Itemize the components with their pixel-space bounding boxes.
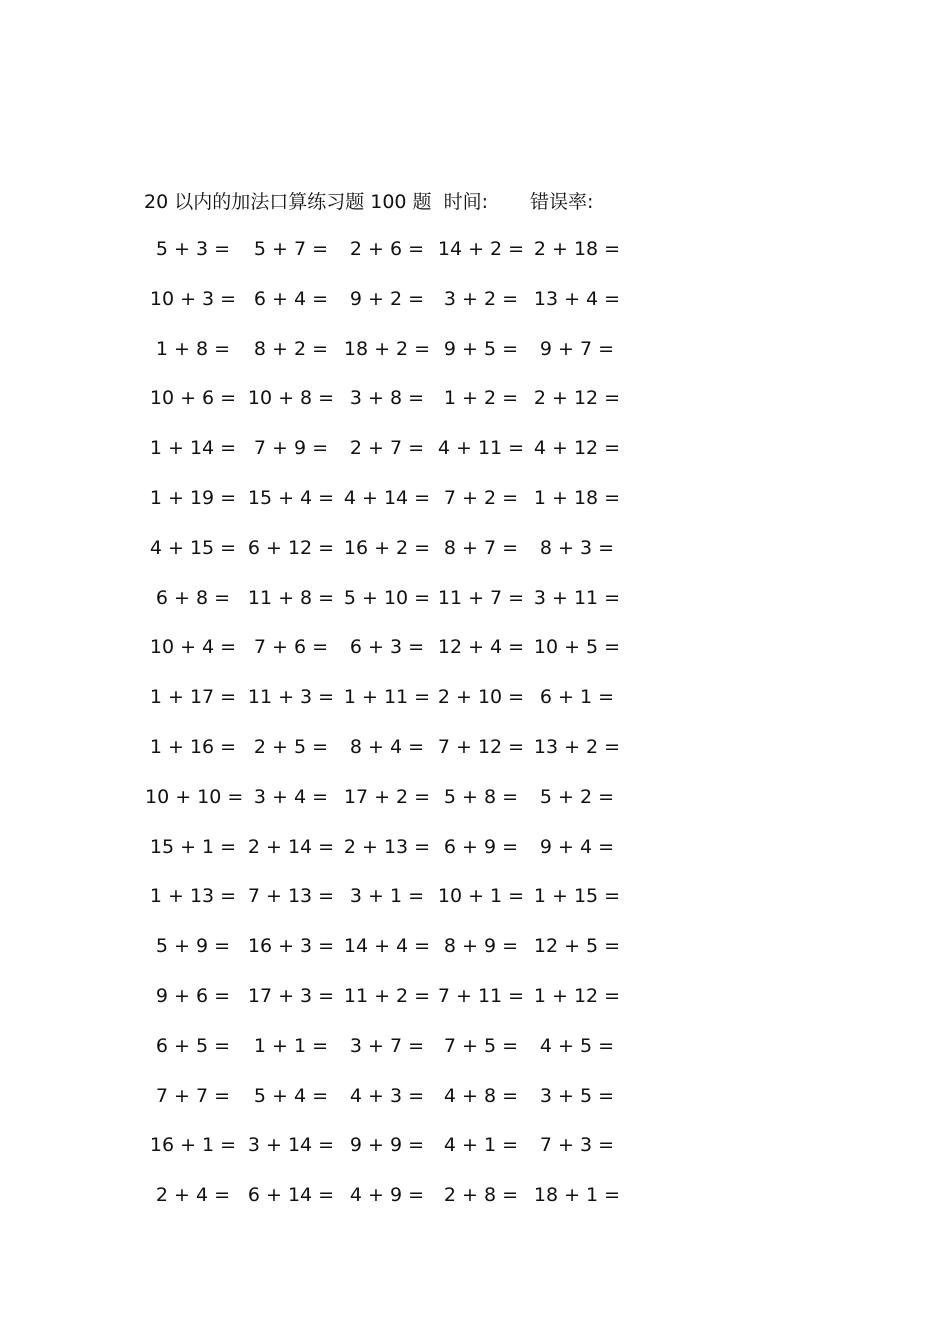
- problem-item: 8 + 4 =: [349, 736, 425, 758]
- problem-item: 8 + 2 =: [253, 337, 329, 360]
- problem-item: 3 + 14 =: [247, 1134, 335, 1157]
- problem-item: 4 + 5 =: [539, 1034, 615, 1057]
- problem-item: 1 + 14 =: [149, 437, 237, 460]
- problem-item: 6 + 9 =: [443, 835, 519, 858]
- problem-item: 11 + 8 =: [247, 586, 335, 609]
- problem-item: 16 + 2 =: [343, 536, 431, 559]
- problem-item: 2 + 13 =: [343, 835, 431, 858]
- problem-item: 5 + 10 =: [343, 586, 431, 609]
- problem-item: 6 + 3 =: [349, 636, 425, 659]
- problem-item: 3 + 8 =: [349, 387, 425, 410]
- problem-item: 1 + 16 =: [149, 736, 237, 758]
- problem-item: 18 + 1 =: [533, 1184, 621, 1207]
- problem-item: 10 + 6 =: [149, 387, 237, 410]
- problem-item: 4 + 3 =: [349, 1084, 425, 1107]
- problem-item: 2 + 5 =: [253, 736, 329, 758]
- problem-item: 10 + 5 =: [533, 636, 621, 659]
- worksheet-title: 20 以内的加法口算练习题 100 题: [144, 190, 432, 213]
- problem-item: 12 + 5 =: [533, 935, 621, 958]
- problem-item: 8 + 3 =: [539, 536, 615, 559]
- problem-item: 1 + 1 =: [253, 1034, 329, 1057]
- problem-item: 17 + 2 =: [343, 785, 431, 808]
- problem-item: 6 + 4 =: [253, 287, 329, 310]
- problem-item: 1 + 17 =: [149, 686, 237, 709]
- problem-item: 8 + 7 =: [443, 536, 519, 559]
- problem-item: 13 + 2 =: [533, 736, 621, 758]
- problem-item: 10 + 10 =: [145, 785, 244, 808]
- problem-item: 2 + 4 =: [155, 1184, 231, 1207]
- problem-item: 5 + 7 =: [253, 238, 329, 260]
- problem-item: 3 + 1 =: [349, 885, 425, 908]
- problem-item: 5 + 8 =: [443, 785, 519, 808]
- problem-item: 11 + 3 =: [247, 686, 335, 709]
- problem-item: 7 + 2 =: [443, 487, 519, 509]
- problem-item: 1 + 2 =: [443, 387, 519, 410]
- problem-item: 1 + 15 =: [533, 885, 621, 908]
- problem-item: 7 + 13 =: [247, 885, 335, 908]
- problem-item: 2 + 10 =: [437, 686, 525, 709]
- problem-item: 4 + 14 =: [343, 487, 431, 509]
- problem-item: 2 + 6 =: [349, 238, 425, 260]
- problem-item: 11 + 7 =: [437, 586, 525, 609]
- problem-item: 7 + 11 =: [437, 985, 525, 1007]
- problem-item: 6 + 14 =: [247, 1184, 335, 1207]
- problem-item: 7 + 9 =: [253, 437, 329, 460]
- problem-item: 11 + 2 =: [343, 985, 431, 1007]
- problem-item: 6 + 1 =: [539, 686, 615, 709]
- problem-item: 4 + 15 =: [149, 536, 237, 559]
- problem-item: 10 + 3 =: [149, 287, 237, 310]
- problem-item: 6 + 8 =: [155, 586, 231, 609]
- problem-item: 16 + 1 =: [149, 1134, 237, 1157]
- problem-item: 7 + 12 =: [437, 736, 525, 758]
- problem-item: 7 + 3 =: [539, 1134, 615, 1157]
- problem-item: 6 + 12 =: [247, 536, 335, 559]
- problem-item: 7 + 5 =: [443, 1034, 519, 1057]
- problem-item: 2 + 18 =: [533, 238, 621, 260]
- problem-item: 1 + 11 =: [343, 686, 431, 709]
- problem-item: 5 + 2 =: [539, 785, 615, 808]
- problem-item: 10 + 4 =: [149, 636, 237, 659]
- problem-item: 10 + 1 =: [437, 885, 525, 908]
- problem-item: 2 + 14 =: [247, 835, 335, 858]
- problem-item: 3 + 7 =: [349, 1034, 425, 1057]
- problem-item: 2 + 8 =: [443, 1184, 519, 1207]
- problem-item: 15 + 1 =: [149, 835, 237, 858]
- time-label: 时间:: [443, 190, 488, 213]
- problem-item: 14 + 2 =: [437, 238, 525, 260]
- problem-item: 1 + 13 =: [149, 885, 237, 908]
- error-rate-label: 错误率:: [529, 190, 594, 213]
- problem-item: 6 + 5 =: [155, 1034, 231, 1057]
- problem-item: 4 + 8 =: [443, 1084, 519, 1107]
- problem-item: 14 + 4 =: [343, 935, 431, 958]
- problem-item: 7 + 6 =: [253, 636, 329, 659]
- problem-item: 5 + 3 =: [155, 238, 231, 260]
- problem-item: 1 + 8 =: [155, 337, 231, 360]
- problem-item: 2 + 12 =: [533, 387, 621, 410]
- problem-item: 9 + 7 =: [539, 337, 615, 360]
- problem-item: 5 + 9 =: [155, 935, 231, 958]
- problem-item: 9 + 4 =: [539, 835, 615, 858]
- problem-item: 3 + 5 =: [539, 1084, 615, 1107]
- problem-item: 12 + 4 =: [437, 636, 525, 659]
- problem-item: 9 + 5 =: [443, 337, 519, 360]
- problem-item: 4 + 1 =: [443, 1134, 519, 1157]
- problem-item: 10 + 8 =: [247, 387, 335, 410]
- problem-item: 15 + 4 =: [247, 487, 335, 509]
- problem-item: 8 + 9 =: [443, 935, 519, 958]
- problem-item: 18 + 2 =: [343, 337, 431, 360]
- problem-item: 7 + 7 =: [155, 1084, 231, 1107]
- problem-item: 3 + 11 =: [533, 586, 621, 609]
- problem-item: 16 + 3 =: [247, 935, 335, 958]
- problem-item: 2 + 7 =: [349, 437, 425, 460]
- problem-item: 9 + 9 =: [349, 1134, 425, 1157]
- problem-item: 4 + 11 =: [437, 437, 525, 460]
- problem-item: 5 + 4 =: [253, 1084, 329, 1107]
- problem-item: 9 + 6 =: [155, 985, 231, 1007]
- problem-item: 1 + 18 =: [533, 487, 621, 509]
- problem-item: 9 + 2 =: [349, 287, 425, 310]
- problem-item: 13 + 4 =: [533, 287, 621, 310]
- problem-item: 4 + 12 =: [533, 437, 621, 460]
- problem-item: 3 + 4 =: [253, 785, 329, 808]
- problem-item: 4 + 9 =: [349, 1184, 425, 1207]
- problem-item: 1 + 19 =: [149, 487, 237, 509]
- problem-item: 17 + 3 =: [247, 985, 335, 1007]
- problem-item: 3 + 2 =: [443, 287, 519, 310]
- problem-item: 1 + 12 =: [533, 985, 621, 1007]
